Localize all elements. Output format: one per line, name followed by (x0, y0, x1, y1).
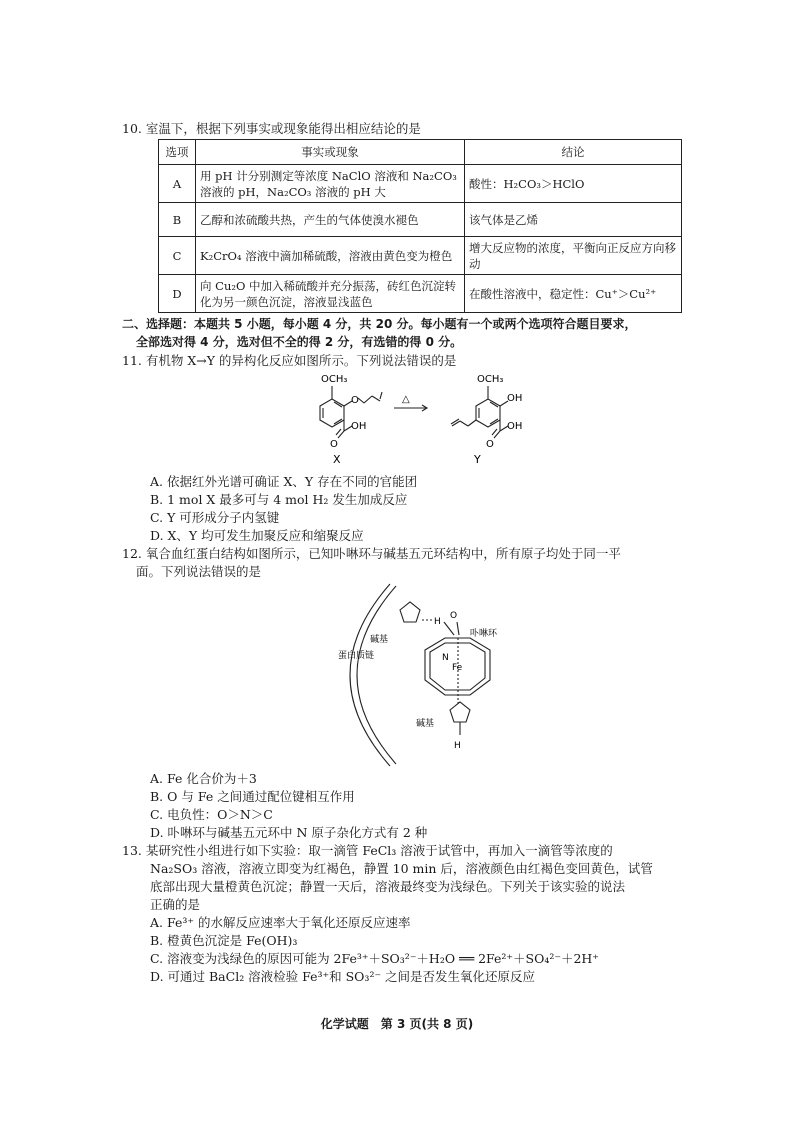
q12-option-d: D. 卟啉环与碱基五元环中 N 原子杂化方式有 2 种 (150, 825, 428, 840)
row-conclusion: 在酸性溶液中，稳定性：Cu⁺＞Cu²⁺ (465, 275, 682, 313)
heat-symbol: △ (402, 394, 410, 405)
q13-stem-line1: 13. 某研究性小组进行如下实验：取一滴管 FeCl₃ 溶液于试管中，再加入一滴管等浓度的 (122, 843, 613, 858)
h-bottom-label: H (454, 741, 461, 751)
row-option: B (159, 203, 196, 237)
q13-stem-line3: 底部出现大量橙黄色沉淀；静置一天后，溶液最终变为浅绿色。下列关于该实验的说法 (150, 879, 626, 894)
row-fact: 向 Cu₂O 中加入稀硫酸并充分振荡，砖红色沉淀转化为另一颜色沉淀，溶液显浅蓝色 (196, 275, 465, 313)
q12-stem-line1: 12. 氧合血红蛋白结构如图所示，已知卟啉环与碱基五元环结构中，所有原子均处于同一平 (122, 546, 621, 561)
y-oh-label: OH (507, 393, 523, 404)
q11-option-b: B. 1 mol X 最多可与 4 mol H₂ 发生加成反应 (150, 492, 408, 507)
q12-stem-line2: 面。下列说法错误的是 (136, 564, 262, 579)
row-fact: K₂CrO₄ 溶液中滴加稀硫酸，溶液由黄色变为橙色 (196, 237, 465, 275)
q13-stem-line4: 正确的是 (150, 897, 201, 912)
porphyrin-label: 卟啉环 (470, 629, 498, 639)
page-footer: 化学试题 第 3 页(共 8 页) (320, 1017, 474, 1031)
header-fact: 事实或现象 (196, 140, 465, 165)
q10-table (158, 139, 682, 313)
x-och3-label: OCH₃ (321, 374, 348, 385)
section-heading-line2: 全部选对得 4 分，选对但不全的得 2 分，有选错的得 0 分。 (136, 335, 463, 349)
q11-stem: 11. 有机物 X→Y 的异构化反应如图所示。下列说法错误的是 (122, 353, 457, 368)
o-label: O (450, 611, 458, 621)
x-cooh-label: OH (351, 421, 367, 432)
n-label: N (442, 653, 449, 663)
fe-label: Fe (452, 663, 463, 673)
table-header-row (159, 140, 682, 165)
y-carbonyl-o-label: O (486, 439, 494, 450)
q12-option-a: A. Fe 化合价为＋3 (150, 771, 257, 786)
table-row (159, 275, 682, 313)
q11-option-c: C. Y 可形成分子内氢键 (150, 510, 280, 525)
row-option: D (159, 275, 196, 313)
q13-option-d: D. 可通过 BaCl₂ 溶液检验 Fe³⁺和 SO₃²⁻ 之间是否发生氧化还原反应 (150, 969, 536, 984)
header-conclusion: 结论 (465, 140, 682, 165)
table-row (159, 237, 682, 275)
label-y: Y (474, 453, 481, 466)
q10-stem: 10. 室温下，根据下列事实或现象能得出相应结论的是 (122, 121, 421, 136)
y-cooh-label: OH (507, 421, 523, 432)
row-conclusion: 该气体是乙烯 (465, 203, 682, 237)
header-option: 选项 (159, 140, 196, 165)
label-x: X (333, 453, 341, 466)
row-conclusion: 酸性：H₂CO₃＞HClO (465, 165, 682, 203)
row-option: C (159, 237, 196, 275)
h-top-label: H (434, 617, 441, 627)
q13-option-b: B. 橙黄色沉淀是 Fe(OH)₃ (150, 933, 298, 948)
q13-stem-line2: Na₂SO₃ 溶液，溶液立即变为红褐色，静置 10 min 后，溶液颜色由红褐色变回黄色，试管 (150, 861, 653, 876)
x-carbonyl-o-label: O (330, 439, 338, 450)
table-row (159, 203, 682, 237)
y-och3-label: OCH₃ (477, 374, 504, 385)
row-conclusion: 增大反应物的浓度，平衡向正反应方向移动 (465, 237, 682, 275)
q11-reaction-figure (290, 368, 550, 468)
table-row (159, 165, 682, 203)
q13-option-a: A. Fe³⁺ 的水解反应速率大于氧化还原反应速率 (150, 915, 411, 930)
protein-chain-label: 蛋白质链 (338, 651, 375, 661)
q13-option-c: C. 溶液变为浅绿色的原因可能为 2Fe³⁺＋SO₃²⁻＋H₂O ══ 2Fe²⁺＋SO₄²⁻＋2H⁺ (150, 951, 599, 966)
row-option: A (159, 165, 196, 203)
row-fact: 用 pH 计分别测定等浓度 NaClO 溶液和 Na₂CO₃ 溶液的 pH，Na₂CO₃ 溶液的 pH 大 (196, 165, 465, 203)
q11-option-d: D. X、Y 均可发生加聚反应和缩聚反应 (150, 528, 364, 543)
q12-option-b: B. O 与 Fe 之间通过配位键相互作用 (150, 789, 355, 804)
x-ether-o-label: O (351, 395, 359, 406)
base-bottom-label: 碱基 (416, 719, 435, 729)
section-heading-line1: 二、选择题：本题共 5 小题，每小题 4 分，共 20 分。每小题有一个或两个选项符合题目要求， (122, 317, 637, 331)
q11-option-a: A. 依据红外光谱可确证 X、Y 存在不同的官能团 (150, 474, 418, 489)
row-fact: 乙醇和浓硫酸共热，产生的气体使溴水褪色 (196, 203, 465, 237)
q12-option-c: C. 电负性：O＞N＞C (150, 807, 273, 822)
q12-hemoglobin-figure (330, 580, 530, 770)
base-top-label: 碱基 (370, 635, 389, 645)
